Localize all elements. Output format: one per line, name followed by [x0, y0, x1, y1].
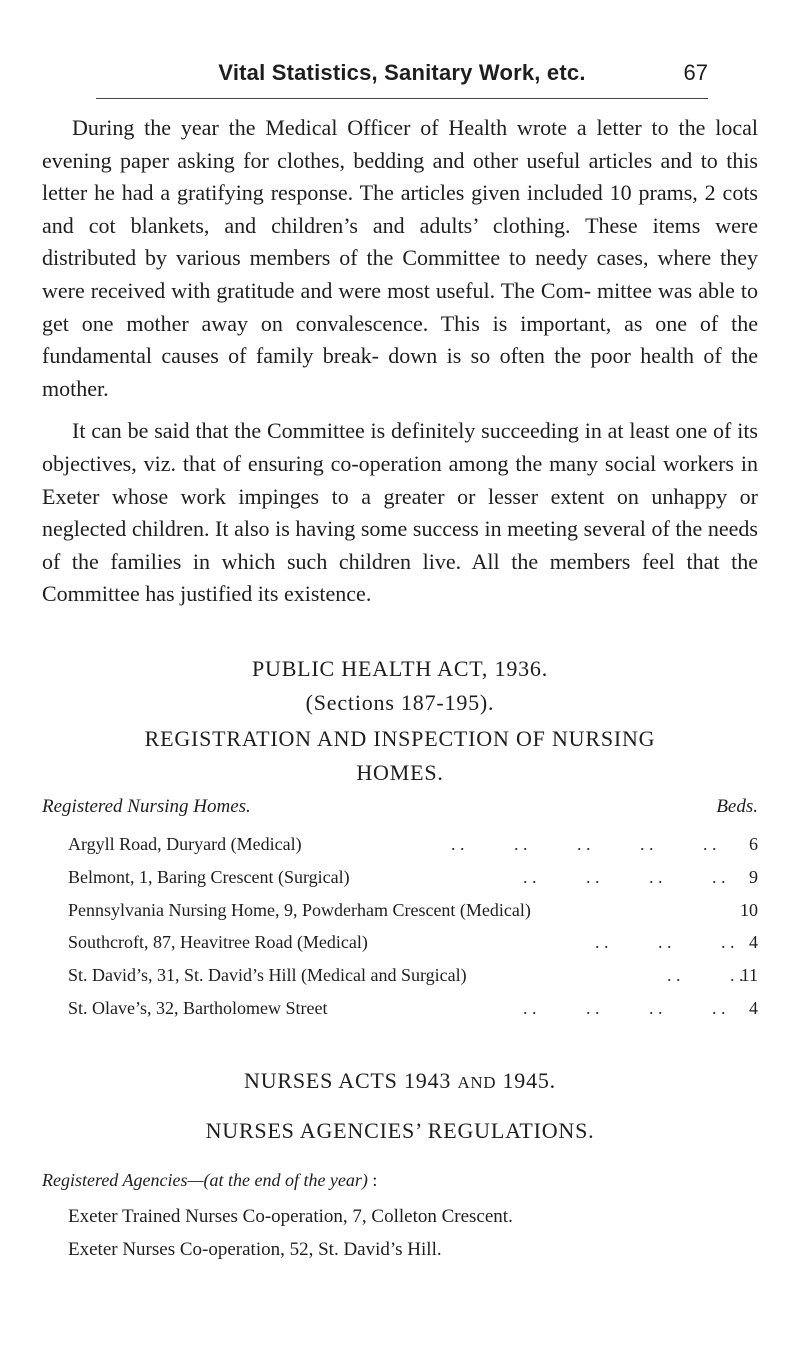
beds-column-label: Beds. — [716, 796, 758, 817]
registered-agencies-label: Registered Agencies — [42, 1170, 188, 1190]
registered-agencies-header — [42, 1170, 758, 1191]
nursing-home-row — [68, 867, 758, 900]
agency-item: Exeter Trained Nurses Co-operation, 7, Colleton Crescent. — [68, 1206, 513, 1227]
leader-dots: . . . . . . . . — [523, 866, 726, 887]
registered-agencies-colon: : — [367, 1170, 378, 1190]
nursing-home-name: St. Olave’s, 32, Bartholomew Street — [68, 997, 328, 1018]
nurses-acts-title-and: AND — [457, 1073, 497, 1092]
nursing-homes-list — [68, 834, 758, 1031]
leader-dots: . . . . . . . . — [523, 997, 726, 1018]
agency-item: Exeter Nurses Co-operation, 52, St. David’s Hill. — [68, 1238, 442, 1260]
nursing-homes-heading-line-1: REGISTRATION AND INSPECTION OF NURSING — [144, 726, 656, 751]
nursing-home-row — [68, 932, 758, 965]
em-dash: — — [187, 1170, 204, 1190]
nursing-home-beds: 11 — [740, 965, 758, 986]
nursing-home-beds: 4 — [749, 997, 758, 1018]
nurses-acts-title-start: NURSES ACTS 1943 — [244, 1068, 452, 1093]
nurses-agencies-regulations-heading: NURSES AGENCIES’ REGULATIONS. — [205, 1118, 595, 1143]
registered-nursing-homes-label: Registered Nursing Homes. — [42, 796, 251, 817]
nurses-acts-title — [42, 1064, 758, 1100]
header-rule — [96, 98, 708, 99]
nursing-home-row — [68, 900, 758, 933]
nursing-home-beds: 4 — [749, 932, 758, 953]
nursing-home-beds: 10 — [740, 899, 758, 920]
nursing-home-beds: 6 — [749, 834, 758, 854]
running-title: Vital Statistics, Sanitary Work, etc. — [218, 60, 586, 85]
leader-dots: . . . . — [667, 965, 744, 986]
nursing-home-name: Pennsylvania Nursing Home, 9, Powderham Crescent (Medical) — [68, 899, 531, 920]
nurses-acts-title-end: 1945. — [502, 1068, 556, 1093]
nursing-home-name: Southcroft, 87, Heavitree Road (Medical) — [68, 932, 368, 953]
leader-dots: . . . . . . . . . . — [451, 834, 717, 854]
nursing-homes-list-header — [42, 796, 758, 826]
body-text — [42, 112, 758, 611]
leader-dots: . . . . . . — [595, 932, 735, 953]
registered-agencies-qualifier: (at the end of the year) — [203, 1170, 368, 1190]
nursing-home-name: Argyll Road, Duryard (Medical) — [68, 834, 302, 854]
registered-agencies-list — [68, 1206, 758, 1271]
page-number: 67 — [683, 60, 708, 85]
nursing-home-name: Belmont, 1, Baring Crescent (Surgical) — [68, 866, 350, 887]
paragraph-committee-appeal: During the year the Medical Officer of Health wrote a letter to the local evening paper asking for clothes, bedding and other useful articles and to this letter he had a gratifying response. The articles given included 10 prams, 2 cots and cot blankets, and children’s and adults’ clothing. These items were distributed by various members of the Committee to needy cases, where they were received with gratitude and were most useful. The Com- mittee was able to get one mother away on convalescence. This is important, as one of the fundamental causes of family break- down is so often the poor health of the mother. — [42, 115, 758, 401]
nursing-home-row — [68, 998, 758, 1031]
nursing-homes-heading-line-2: HOMES. — [356, 760, 444, 785]
nursing-home-name: St. David’s, 31, St. David’s Hill (Medical and Surgical) — [68, 965, 467, 986]
public-health-act-sections: (Sections 187-195). — [305, 690, 495, 715]
nursing-home-row — [68, 965, 758, 998]
paragraph-committee-success: It can be said that the Committee is definitely succeeding in at least one of its objectives, viz. that of ensuring co-operation among the many social workers in Exeter whose work impinges to a greater or lesser extent on unhappy or neglected children. It also is having some success in meeting several of the needs of the families in which such children live. All the members feel that the Committee has justified its existence. — [42, 418, 758, 607]
nursing-home-beds: 9 — [749, 866, 758, 887]
nursing-home-row — [68, 834, 758, 867]
public-health-act-title-line: PUBLIC HEALTH ACT, 1936. — [251, 656, 549, 681]
page-header — [96, 56, 708, 92]
